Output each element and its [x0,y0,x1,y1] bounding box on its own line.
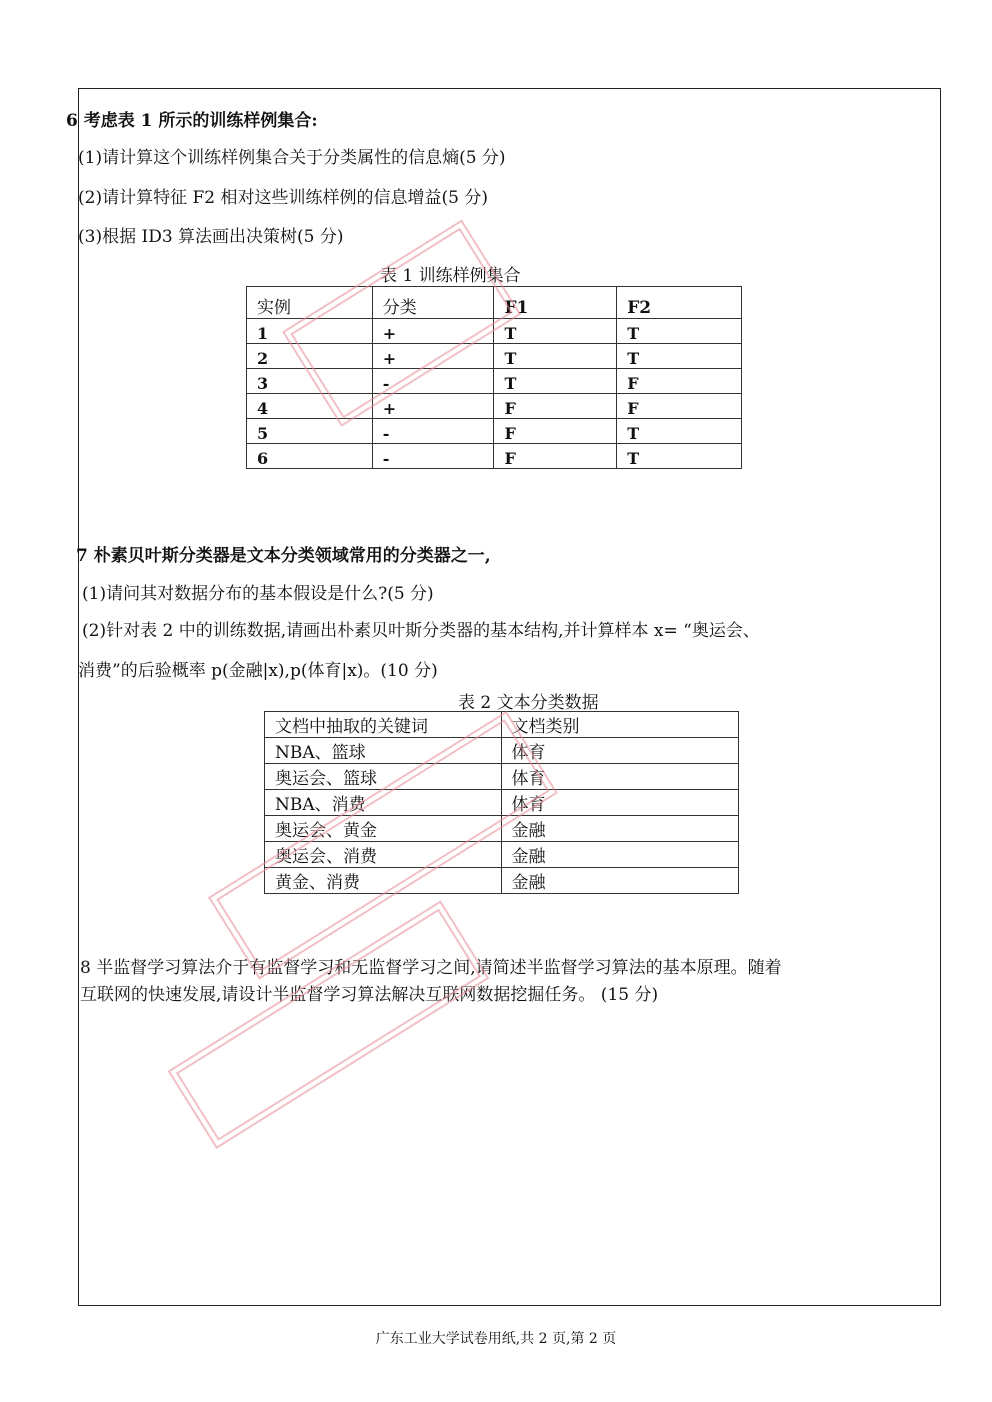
cell-keywords: 奥运会、消费 [265,842,502,868]
cell-f2: T [617,419,742,444]
cell-keywords: 黄金、消费 [265,868,502,894]
table-row [265,738,739,764]
cell-instance: 2 [247,344,373,369]
cell-class: + [372,344,494,369]
table-row [265,816,739,842]
cell-category: 金融 [501,842,738,868]
cell-f2: T [617,444,742,469]
cell-f1: T [494,369,617,394]
cell-f1: T [494,319,617,344]
header-f1: F1 [494,287,617,319]
cell-category: 体育 [501,738,738,764]
q6-part1: (1)请计算这个训练样例集合关于分类属性的信息熵(5 分) [78,148,506,168]
cell-category: 体育 [501,790,738,816]
cell-class: - [372,419,494,444]
q7-part2-line1: (2)针对表 2 中的训练数据,请画出朴素贝叶斯分类器的基本结构,并计算样本 x= “奥运会、 [82,621,760,641]
header-instance: 实例 [247,287,373,319]
cell-f2: T [617,319,742,344]
table-row [247,419,742,444]
cell-class: - [372,444,494,469]
cell-f1: F [494,444,617,469]
cell-category: 体育 [501,764,738,790]
cell-instance: 5 [247,419,373,444]
table-row [247,344,742,369]
cell-keywords: NBA、消费 [265,790,502,816]
cell-instance: 3 [247,369,373,394]
cell-keywords: 奥运会、黄金 [265,816,502,842]
header-category: 文档类别 [501,712,738,738]
q6-title: 6 考虑表 1 所示的训练样例集合: [66,111,318,131]
training-set-table [246,286,742,469]
q7-part1: (1)请问其对数据分布的基本假设是什么?(5 分) [82,584,434,604]
cell-instance: 4 [247,394,373,419]
cell-f1: F [494,394,617,419]
table-row [265,868,739,894]
cell-f1: T [494,344,617,369]
table-row [265,842,739,868]
cell-instance: 6 [247,444,373,469]
page-footer: 广东工业大学试卷用纸,共 2 页,第 2 页 [375,1331,617,1347]
cell-f1: F [494,419,617,444]
header-class: 分类 [372,287,494,319]
header-keywords: 文档中抽取的关键词 [265,712,502,738]
table-row [265,764,739,790]
cell-f2: T [617,344,742,369]
table-row [247,319,742,344]
cell-instance: 1 [247,319,373,344]
cell-class: - [372,369,494,394]
table-row [247,444,742,469]
table-row [265,790,739,816]
q7-title: 7 朴素贝叶斯分类器是文本分类领域常用的分类器之一, [76,546,491,566]
text-classification-table [264,711,739,894]
q7-part2-line2: 消费”的后验概率 p(金融|x),p(体育|x)。(10 分) [78,661,438,681]
table-header-row [265,712,739,738]
cell-keywords: 奥运会、篮球 [265,764,502,790]
table2-caption: 表 2 文本分类数据 [458,693,599,713]
cell-category: 金融 [501,868,738,894]
table-row [247,369,742,394]
cell-class: + [372,319,494,344]
cell-f2: F [617,369,742,394]
q6-part2: (2)请计算特征 F2 相对这些训练样例的信息增益(5 分) [78,188,488,208]
table1-caption: 表 1 训练样例集合 [380,266,521,286]
header-f2: F2 [617,287,742,319]
q8-line1: 8 半监督学习算法介于有监督学习和无监督学习之间,请简述半监督学习算法的基本原理。随着 [80,958,782,978]
q8-line2: 互联网的快速发展,请设计半监督学习算法解决互联网数据挖掘任务。 (15 分) [80,985,659,1005]
q6-part3: (3)根据 ID3 算法画出决策树(5 分) [78,227,344,247]
cell-keywords: NBA、篮球 [265,738,502,764]
cell-f2: F [617,394,742,419]
table-header-row [247,287,742,319]
cell-category: 金融 [501,816,738,842]
cell-class: + [372,394,494,419]
table-row [247,394,742,419]
